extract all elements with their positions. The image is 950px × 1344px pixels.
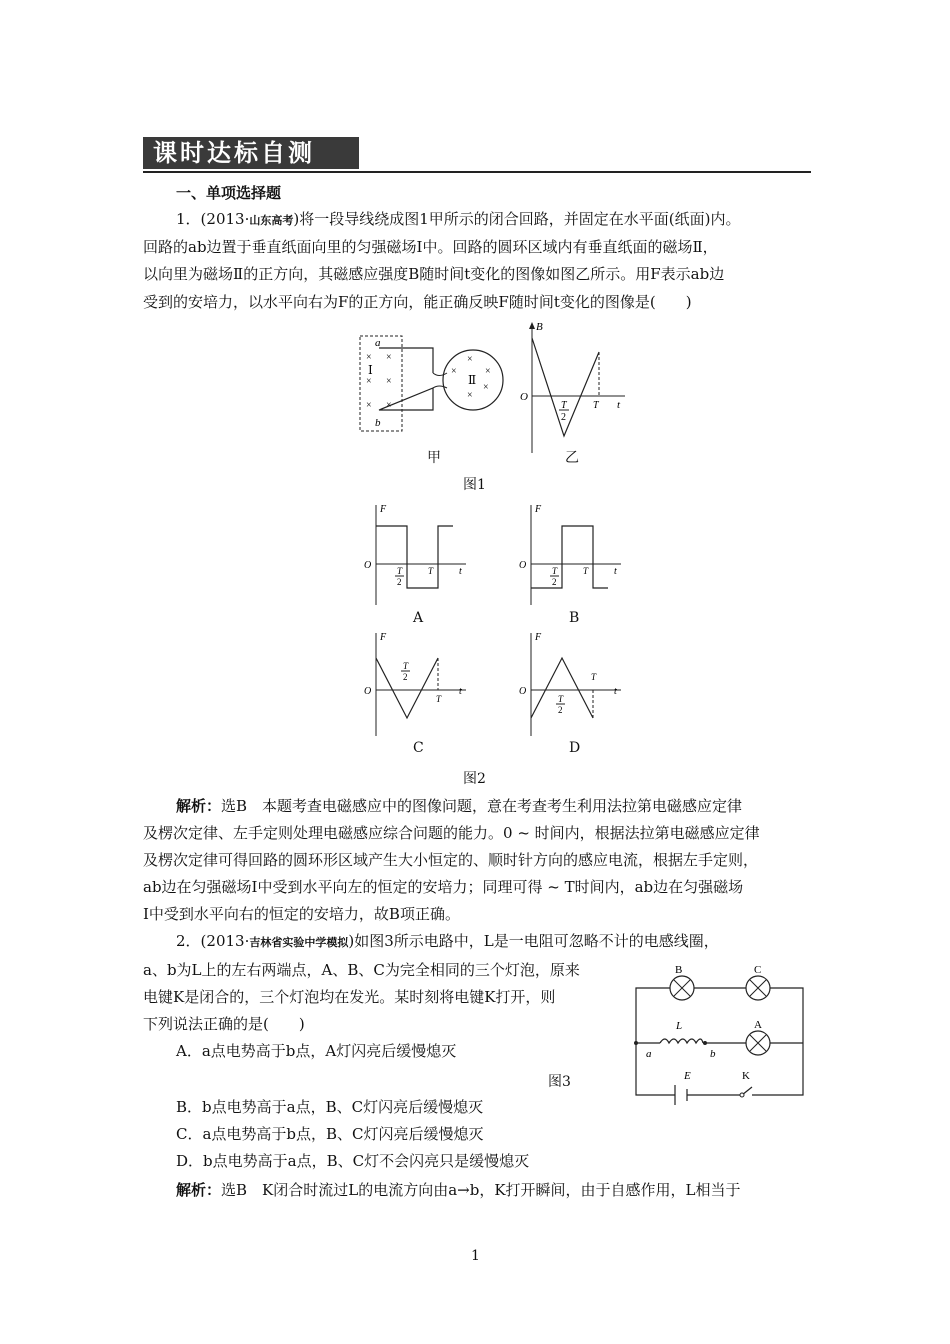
fig3-caption: 图3 <box>548 1074 571 1090</box>
bt-label-B: B <box>536 321 543 333</box>
q1-analysis-line2: 及楞次定律、左手定则处理电磁感应综合问题的能力。0 ~ 时间内，根据法拉第电磁感应定律 <box>143 824 760 842</box>
svg-text:T: T <box>552 566 558 576</box>
label-node-b: b <box>710 1048 716 1060</box>
svg-text:O: O <box>519 686 527 697</box>
label-a: a <box>375 337 381 349</box>
label-E: E <box>684 1070 691 1082</box>
label-lamp-A: A <box>754 1019 762 1031</box>
bt-label-t: t <box>617 399 621 411</box>
svg-text:×: × <box>386 352 392 363</box>
svg-text:O: O <box>364 560 372 571</box>
svg-text:t: t <box>614 566 617 577</box>
svg-text:2: 2 <box>403 672 408 682</box>
option-label-D: D <box>569 740 581 756</box>
label-I: Ⅰ <box>368 363 373 377</box>
q1-line4: 受到的安培力，以水平向右为F的正方向，能正确反映F随时间t变化的图像是( ) <box>143 293 692 311</box>
q1-line2: 回路的ab边置于垂直纸面向里的匀强磁场Ⅰ中。回路的圆环区域内有垂直纸面的磁场Ⅱ， <box>143 238 718 256</box>
label-K: K <box>742 1070 750 1082</box>
switch-pivot <box>740 1093 744 1097</box>
bt-label-Thalf: T <box>561 400 567 411</box>
bt-label-T: T <box>593 400 599 411</box>
q2-choice-D: D．b点电势高于a点，B、C灯不会闪亮只是缓慢熄灭 <box>176 1152 530 1170</box>
svg-text:×: × <box>366 400 372 411</box>
graph-D <box>519 632 621 736</box>
svg-text:2: 2 <box>397 577 402 587</box>
svg-text:×: × <box>386 376 392 387</box>
q1-analysis-line1: 解析：选B 本题考查电磁感应中的图像问题，意在考查考生利用法拉第电磁感应定律 <box>176 797 743 815</box>
svg-text:T: T <box>397 566 403 576</box>
q1-analysis-line5: Ⅰ中受到水平向右的恒定的安培力，故B项正确。 <box>143 905 460 923</box>
svg-text:T: T <box>428 566 434 576</box>
svg-text:×: × <box>485 366 491 377</box>
q2-line1: 2．(2013·吉林省实验中学模拟)如图3所示电路中，L是一电阻可忽略不计的电感线圈， <box>176 932 719 950</box>
label-L: L <box>676 1020 683 1032</box>
svg-text:×: × <box>451 366 457 377</box>
q2-line3: 电键K是闭合的，三个灯泡均在发光。某时刻将电键K打开，则 <box>143 988 556 1006</box>
svg-text:O: O <box>519 560 527 571</box>
graph-C <box>364 632 466 736</box>
graph-B <box>519 504 621 605</box>
fig2-caption: 图2 <box>463 771 486 787</box>
banner-rule <box>143 171 811 173</box>
q2-choice-B: B．b点电势高于a点，B、C灯闪亮后缓慢熄灭 <box>176 1098 484 1116</box>
label-II: Ⅱ <box>468 373 477 387</box>
label-node-a: a <box>646 1048 652 1060</box>
svg-text:×: × <box>467 354 473 365</box>
node-a <box>634 1041 638 1045</box>
figure-3-circuit <box>630 965 810 1105</box>
node-b <box>703 1041 707 1045</box>
lamp-A <box>746 1031 770 1055</box>
svg-text:×: × <box>366 352 372 363</box>
q2-choice-C: C．a点电势高于b点，B、C灯闪亮后缓慢熄灭 <box>176 1125 484 1143</box>
svg-text:T: T <box>403 661 409 671</box>
svg-text:T: T <box>558 694 564 704</box>
figure-1 <box>355 318 625 468</box>
q1-line3: 以向里为磁场Ⅱ的正方向，其磁感应强度B随时间t变化的图像如图乙所示。用F表示ab边 <box>143 265 725 283</box>
fig1-sub-right: 乙 <box>565 450 579 466</box>
bt-label-2: 2 <box>561 412 566 423</box>
q1-analysis-line3: 及楞次定律可得回路的圆环形区域产生大小恒定的、顺时针方向的感应电流，根据左手定则， <box>143 851 759 869</box>
graph-A <box>364 504 466 605</box>
fig1-caption: 图1 <box>463 477 486 493</box>
bt-y-arrow <box>529 322 535 329</box>
svg-text:t: t <box>459 686 462 697</box>
svg-text:F: F <box>535 632 542 643</box>
svg-text:2: 2 <box>552 577 557 587</box>
section-banner: 课时达标自测 <box>143 137 359 169</box>
q2-line2: a、b为L上的左右两端点，A、B、C为完全相同的三个灯泡，原来 <box>143 961 580 979</box>
svg-text:t: t <box>614 686 617 697</box>
lamp-C <box>746 976 770 1000</box>
svg-text:T: T <box>583 566 589 576</box>
figure-2 <box>358 500 638 750</box>
svg-text:F: F <box>535 504 542 515</box>
q2-choice-A: A．a点电势高于b点，A灯闪亮后缓慢熄灭 <box>176 1042 457 1060</box>
svg-text:2: 2 <box>558 705 563 715</box>
fig1-sub-left: 甲 <box>427 450 441 466</box>
label-b: b <box>375 417 381 429</box>
svg-text:×: × <box>483 382 489 393</box>
page-number: 1 <box>471 1248 480 1264</box>
svg-text:t: t <box>459 566 462 577</box>
svg-text:O: O <box>364 686 372 697</box>
svg-text:T: T <box>436 694 442 704</box>
svg-text:×: × <box>366 376 372 387</box>
q1-analysis-line4: ab边在匀强磁场Ⅰ中受到水平向左的恒定的安培力；同理可得 ~ T时间内，ab边在匀强磁场 <box>143 878 744 896</box>
q2-source-tag: 吉林省实验中学模拟 <box>249 936 349 949</box>
section-heading: 一、单项选择题 <box>176 184 282 202</box>
option-label-A: A <box>413 610 424 626</box>
label-lamp-B: B <box>675 965 683 976</box>
q1-line1: 1．(2013·山东高考)将一段导线绕成图1甲所示的闭合回路，并固定在水平面(纸面)内。 <box>176 210 741 228</box>
bt-label-O: O <box>520 391 528 403</box>
lamp-B <box>670 976 694 1000</box>
q2-line4: 下列说法正确的是( ) <box>143 1015 305 1033</box>
label-lamp-C: C <box>754 965 762 976</box>
option-label-C: C <box>413 740 424 756</box>
svg-text:T: T <box>591 672 597 682</box>
option-label-B: B <box>569 610 580 626</box>
svg-text:F: F <box>380 632 387 643</box>
q1-source-tag: 山东高考 <box>249 214 294 227</box>
loop-neck <box>433 373 447 388</box>
svg-text:×: × <box>467 390 473 401</box>
svg-text:F: F <box>380 504 387 515</box>
svg-text:×: × <box>386 400 392 411</box>
q2-analysis-line1: 解析：选B K闭合时流过L的电流方向由a→b，K打开瞬间，由于自感作用，L相当于 <box>176 1181 741 1199</box>
